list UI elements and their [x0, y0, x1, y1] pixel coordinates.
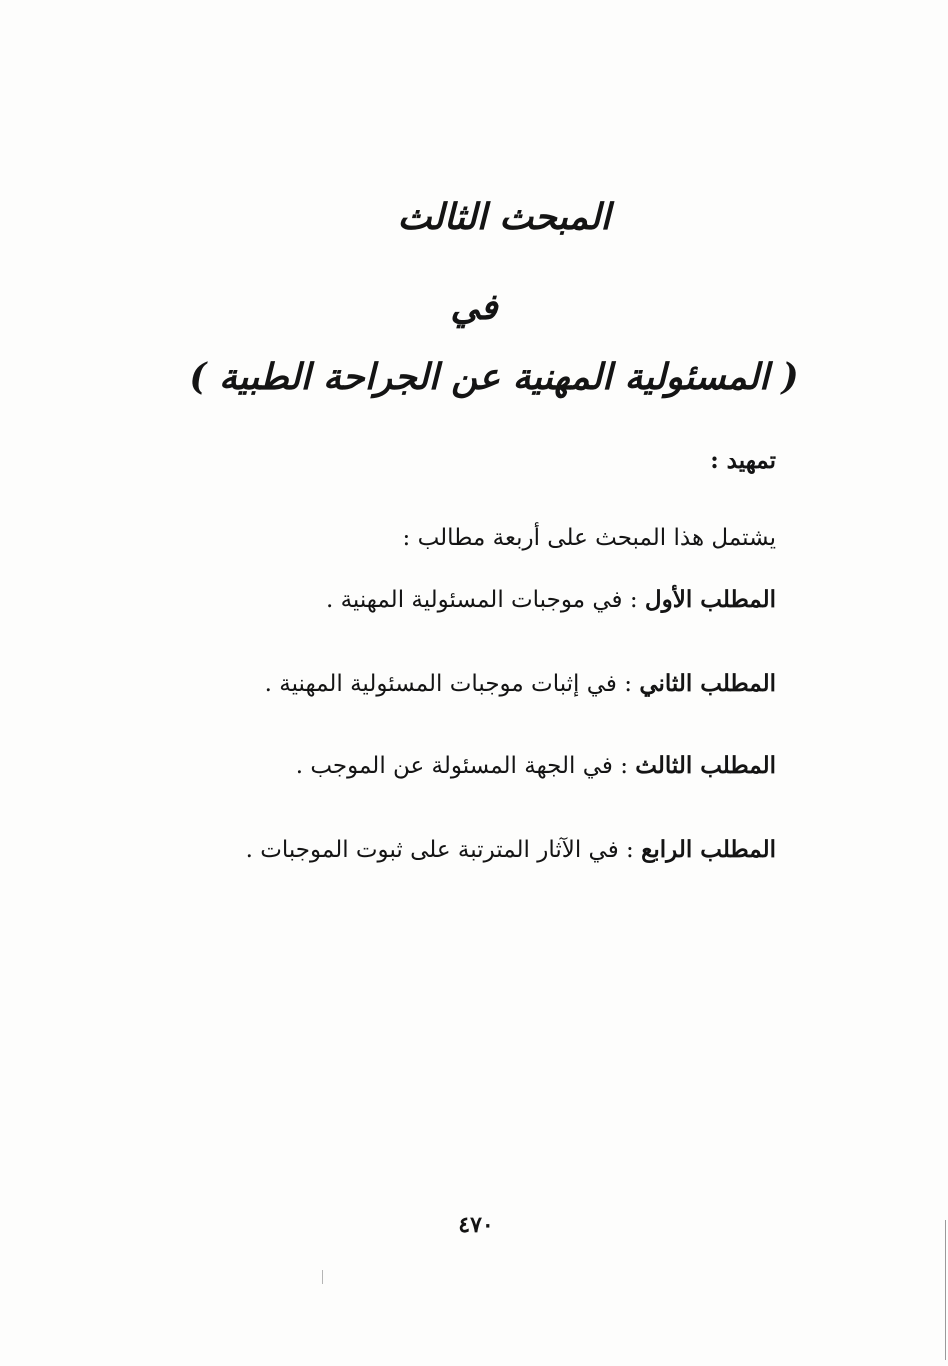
chapter-heading: المبحث الثالث	[397, 196, 611, 238]
scan-edge-line	[945, 1220, 946, 1360]
section-text: في الآثار المترتبة على ثبوت الموجبات .	[245, 837, 619, 863]
section-separator: :	[618, 837, 642, 863]
section-item-2	[265, 666, 776, 702]
section-text: في الجهة المسئولة عن الموجب .	[295, 753, 613, 779]
scan-mark	[322, 1270, 323, 1284]
section-item-4	[246, 832, 776, 868]
section-title: المطلب الثاني	[639, 670, 776, 697]
intro-label: تمهيد :	[710, 447, 776, 474]
chapter-subject: ( المسئولية المهنية عن الجراحة الطبية )	[189, 356, 799, 398]
section-title: المطلب الرابع	[641, 836, 776, 863]
section-text: في إثبات موجبات المسئولية المهنية .	[264, 671, 617, 697]
section-separator: :	[612, 753, 636, 779]
section-text: في موجبات المسئولية المهنية .	[325, 587, 623, 613]
section-title: المطلب الثالث	[635, 752, 776, 779]
section-item-1	[326, 582, 776, 618]
heading-connector: في	[450, 286, 498, 328]
section-item-3	[296, 748, 776, 784]
intro-text: يشتمل هذا المبحث على أربعة مطالب :	[402, 525, 776, 551]
page-number: ٤٧٠	[458, 1212, 494, 1238]
section-separator: :	[622, 587, 645, 613]
section-separator: :	[616, 671, 640, 697]
section-title: المطلب الأول	[644, 586, 776, 613]
